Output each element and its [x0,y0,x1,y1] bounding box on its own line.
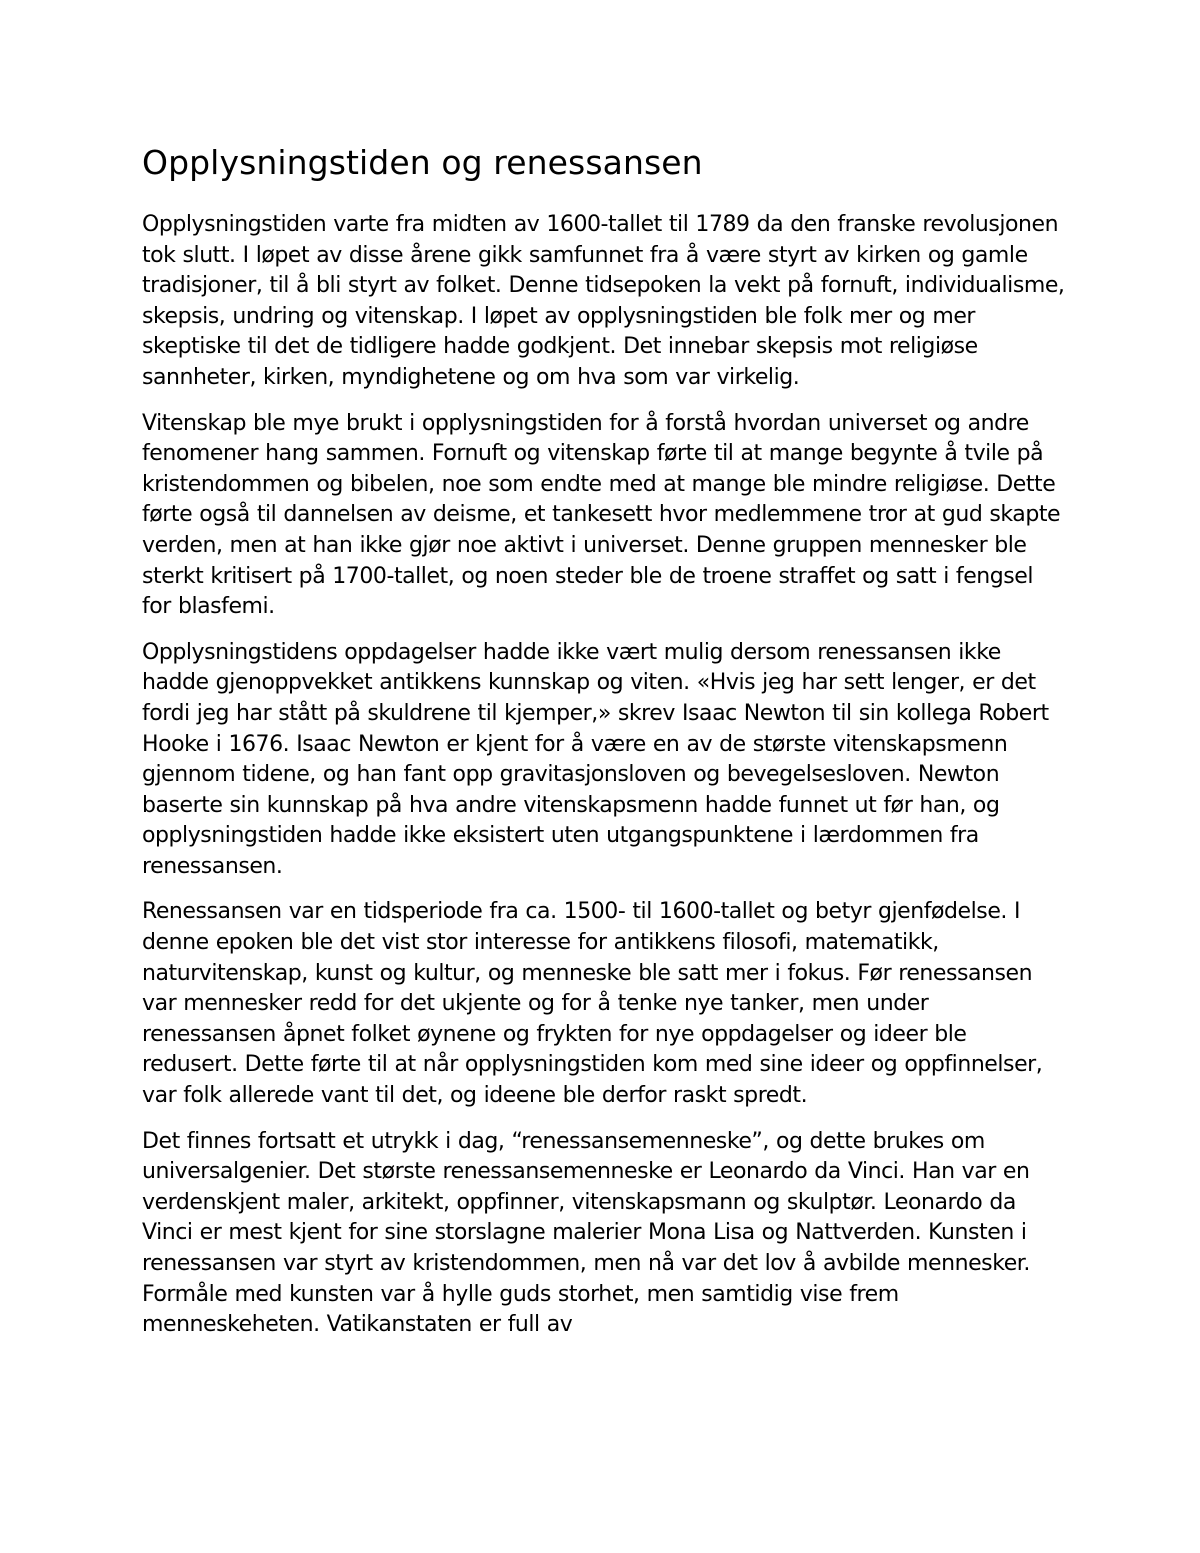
paragraph-2: Vitenskap ble mye brukt i opplysningstiden for å forstå hvordan universet og andre fenomener hang sammen. Fornuft og vitenskap førte til at mange begynte å tvile på kristendommen og bibelen, noe som endte med at mange ble mindre religiøse. Dette førte også til dannelsen av deisme, et tankesett hvor medlemmene tror at gud skapte verden, men at han ikke gjør noe aktivt i universet. Denne gruppen mennesker ble sterkt kritisert på 1700-tallet, og noen steder ble de troene straffet og satt i fengsel for blasfemi. [142,410,1061,620]
paragraph-1: Opplysningstiden varte fra midten av 1600-tallet til 1789 da den franske revolusjonen tok slutt. I løpet av disse årene gikk samfunnet fra å være styrt av kirken og gamle tradisjoner, til å bli styrt av folket. Denne tidsepoken la vekt på fornuft, individualisme, skepsis, undring og vitenskap. I løpet av opplysningstiden ble folk mer og mer skeptiske til det de tidligere hadde godkjent. Det innebar skepsis mot religiøse sannheter, kirken, myndighetene og om hva som var virkelig. [142,212,1065,390]
paragraph-4: Renessansen var en tidsperiode fra ca. 1500- til 1600-tallet og betyr gjenfødelse. I denne epoken ble det vist stor interesse for antikkens filosofi, matematikk, naturvitenskap, kunst og kultur, og menneske ble satt mer i fokus. Før renessansen var mennesker redd for det ukjente og for å tenke nye tanker, men under renessansen åpnet folket øynene og frykten for nye oppdagelser og ideer ble redusert. Dette førte til at når opplysningstiden kom med sine ideer og oppfinnelser, var folk allerede vant til det, og ideene ble derfor raskt spredt. [142,899,1043,1109]
document-body [142,140,1067,1356]
paragraph-3: Opplysningstidens oppdagelser hadde ikke vært mulig dersom renessansen ikke hadde gjenoppvekket antikkens kunnskap og viten. «Hvis jeg har sett lenger, er det fordi jeg har stått på skuldrene til kjemper,» skrev Isaac Newton til sin kollega Robert Hooke i 1676. Isaac Newton er kjent for å være en av de største vitenskapsmenn gjennom tidene, og han fant opp gravitasjonsloven og bevegelsesloven. Newton baserte sin kunnskap på hva andre vitenskapsmenn hadde funnet ut før han, og opplysningstiden hadde ikke eksistert uten utgangspunktene i lærdommen fra renessansen. [142,639,1049,879]
paragraph-5: Det finnes fortsatt et utrykk i dag, “renessansemenneske”, og dette brukes om universalgenier. Det største renessansemenneske er Leonardo da Vinci. Han var en verdenskjent maler, arkitekt, oppfinner, vitenskapsmann og skulptør. Leonardo da Vinci er mest kjent for sine storslagne malerier Mona Lisa og Nattverden. Kunsten i renessansen var styrt av kristendommen, men nå var det lov å avbilde mennesker. Formåle med kunsten var å hylle guds storhet, men samtidig vise frem menneskeheten. Vatikanstaten er full av [142,1128,1030,1338]
document-title: Opplysningstiden og renessansen [142,143,703,182]
